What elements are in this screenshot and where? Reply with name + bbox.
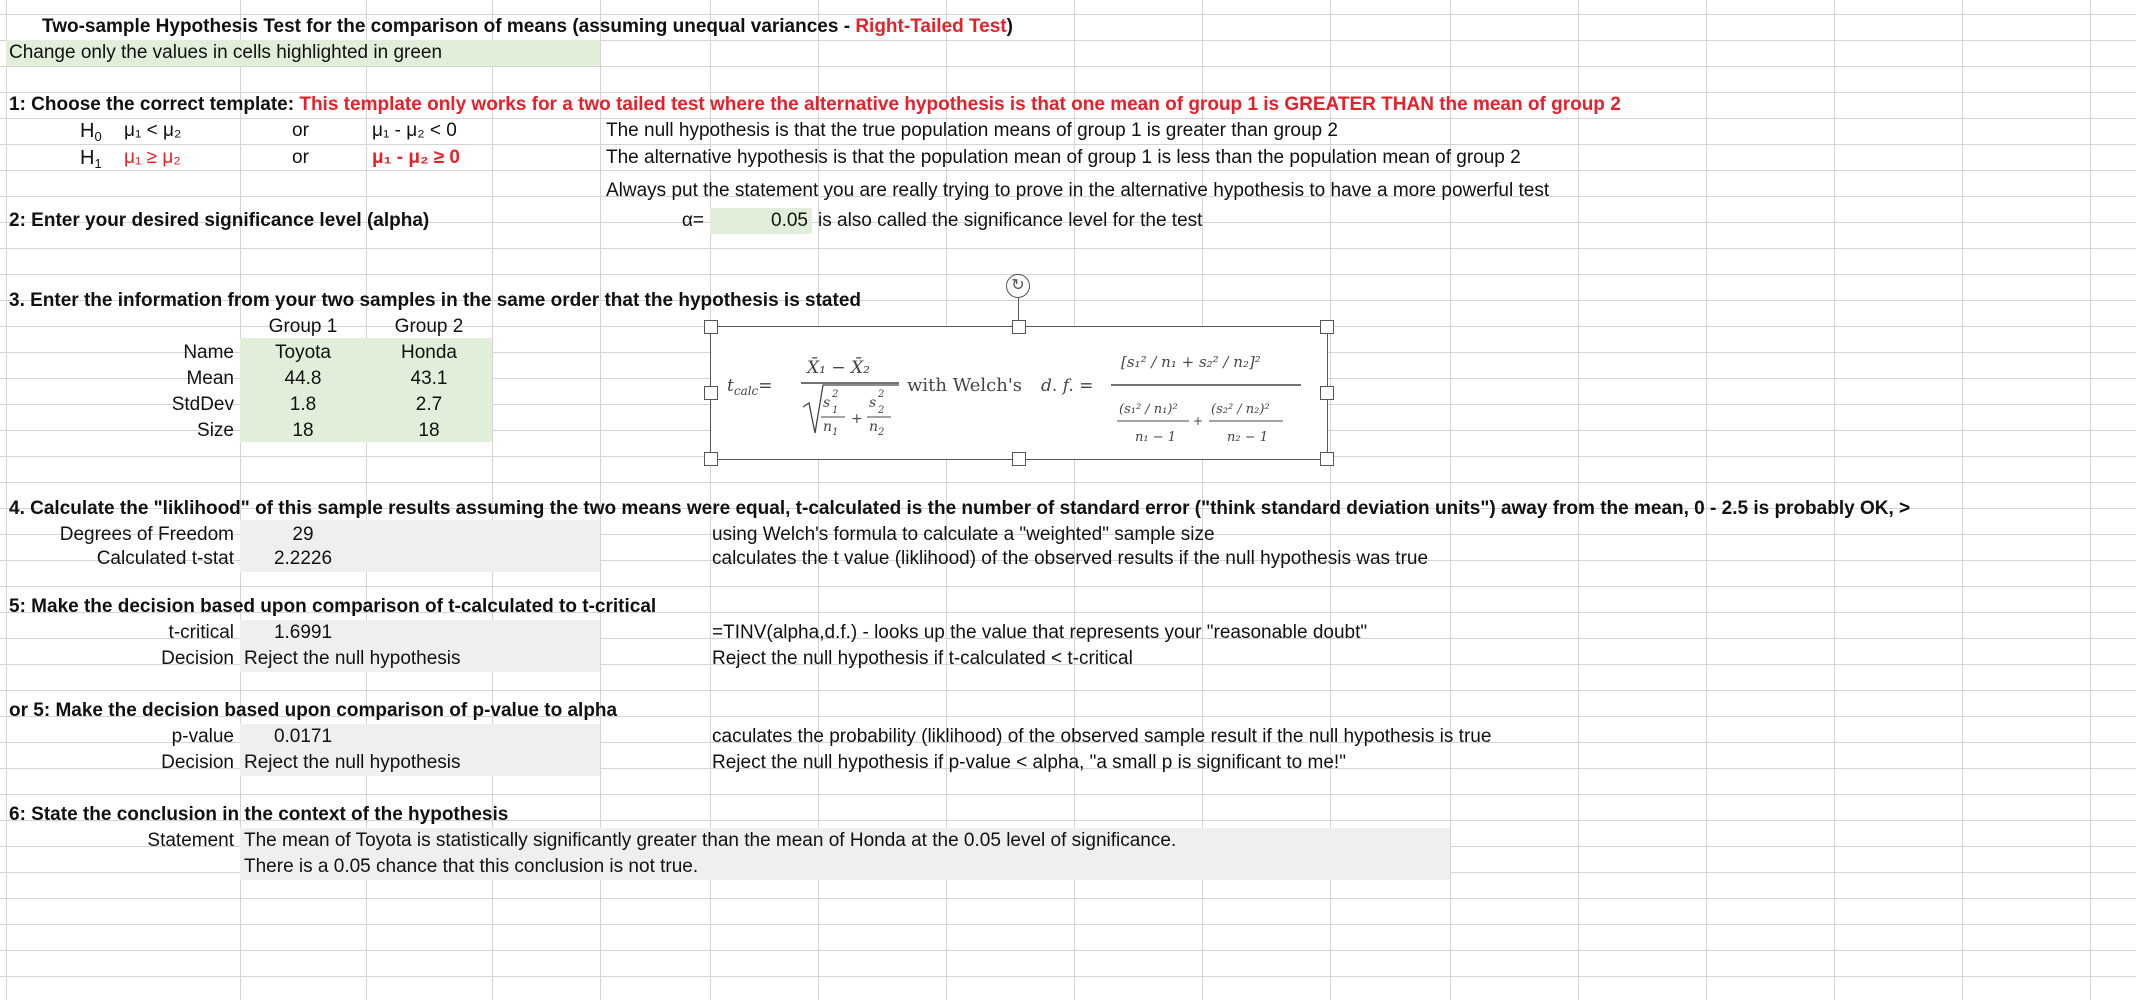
rotate-handle-icon[interactable]: ↻ (1006, 274, 1030, 298)
step4-heading: 4. Calculate the "liklihood" of this sample results assuming the two means were equal, t-calculated is the number of standard error ("think standard deviation units") away from the mean, 0 - 2.5 is probably OK, > (9, 498, 1911, 519)
df-label: Degrees of Freedom (59, 524, 234, 545)
resize-handle-se[interactable] (1320, 452, 1334, 466)
formula-welch-label: with Welch's (907, 375, 1023, 396)
h1-label (80, 145, 102, 171)
svg-text:n₁ − 1: n₁ − 1 (1135, 430, 1177, 445)
h0-sub: 0 (94, 129, 102, 144)
group1-name-input[interactable]: Toyota (275, 342, 331, 363)
group2-header: Group 2 (394, 316, 464, 337)
resize-handle-ne[interactable] (1320, 320, 1334, 334)
formula-numerator: X̄₁ − X̄₂ (807, 358, 870, 378)
h0-letter: H (80, 120, 95, 142)
h0-or: or (292, 120, 309, 141)
group1-stddev-input[interactable]: 1.8 (289, 394, 317, 415)
tstat-value: 2.2226 (273, 548, 333, 569)
decision-value: Reject the null hypothesis (244, 648, 461, 669)
df-value: 29 (292, 524, 314, 545)
statement-line1: The mean of Toyota is statistically significantly greater than the mean of Honda at the 0.05 level of significance. (244, 830, 1177, 851)
welch-formula-image[interactable] (710, 326, 1328, 460)
svg-text:n: n (869, 419, 879, 435)
h1-letter: H (80, 147, 95, 169)
svg-text:+: + (851, 411, 863, 427)
group1-size-input[interactable]: 18 (292, 420, 314, 441)
decision-p-label: Decision (161, 752, 234, 773)
svg-text:n₂ − 1: n₂ − 1 (1227, 430, 1269, 445)
step1-heading (9, 92, 1621, 118)
h1-or: or (292, 147, 309, 168)
tstat-label: Calculated t-stat (96, 548, 234, 569)
tstat-note: calculates the t value (liklihood) of the observed results if the null hypothesis was true (712, 548, 1429, 569)
resize-handle-w[interactable] (704, 386, 718, 400)
svg-text:+: + (1193, 414, 1204, 428)
alternative-tip: Always put the statement you are really trying to prove in the alternative hypothesis to have a more powerful test (606, 180, 1550, 201)
h0-description: The null hypothesis is that the true population means of group 1 is greater than group 2 (606, 120, 1338, 141)
svg-text:2: 2 (878, 405, 885, 416)
group1-mean-input[interactable]: 44.8 (284, 368, 322, 389)
statement-line2: There is a 0.05 chance that this conclusion is not true. (244, 856, 699, 877)
row-label-size: Size (197, 420, 234, 441)
step1-warning: This template only works for a two tailed test where the alternative hypothesis is that one mean of group 1 is GREATER THAN the mean of group 2 (299, 94, 1621, 115)
svg-text:s: s (823, 395, 831, 411)
statement-label: Statement (147, 830, 234, 851)
svg-text:1: 1 (832, 405, 839, 416)
row-label-mean: Mean (186, 368, 234, 389)
h1-description: The alternative hypothesis is that the population mean of group 1 is less than the population mean of group 2 (606, 147, 1521, 168)
decision-note: Reject the null hypothesis if t-calculated < t-critical (712, 648, 1133, 669)
step2-heading: 2: Enter your desired significance level (alpha) (9, 210, 430, 231)
svg-text:[s₁² / n₁ + s₂² / n₂]²: [s₁² / n₁ + s₂² / n₂]² (1121, 353, 1261, 371)
title-end: ) (1006, 16, 1013, 37)
group2-name-input[interactable]: Honda (401, 342, 457, 363)
h1-alt-expression: μ₁ - μ₂ ≥ 0 (372, 147, 460, 168)
group2-stddev-input[interactable]: 2.7 (415, 394, 443, 415)
resize-handle-e[interactable] (1320, 386, 1334, 400)
step5-heading: 5: Make the decision based upon comparison of t-calculated to t-critical (9, 596, 657, 617)
pvalue-label: p-value (171, 726, 234, 747)
welch-formula-drawing (711, 327, 1327, 459)
svg-text:2: 2 (878, 427, 885, 438)
step3-heading: 3. Enter the information from your two samples in the same order that the hypothesis is stated (9, 290, 861, 311)
page-title (42, 14, 1013, 40)
svg-text:s: s (869, 395, 877, 411)
pvalue-note: caculates the probability (liklihood) of the observed sample result if the null hypothesis is true (712, 726, 1492, 747)
svg-text:1: 1 (832, 427, 839, 438)
group2-size-input[interactable]: 18 (418, 420, 440, 441)
tcritical-label: t-critical (168, 622, 234, 643)
h0-expression: μ₁ < μ₂ (124, 120, 182, 141)
decision-p-value: Reject the null hypothesis (244, 752, 461, 773)
step6-heading: 6: State the conclusion in the context of the hypothesis (9, 804, 509, 825)
tcritical-note: =TINV(alpha,d.f.) - looks up the value that represents your "reasonable doubt" (712, 622, 1368, 643)
step1-heading-text: 1: Choose the correct template: (9, 94, 300, 115)
resize-handle-sw[interactable] (704, 452, 718, 466)
svg-text:(s₂² / n₂)²: (s₂² / n₂)² (1211, 402, 1270, 417)
tcritical-value: 1.6991 (273, 622, 333, 643)
h1-sub: 1 (94, 156, 102, 171)
step5b-heading: or 5: Make the decision based upon comparison of p-value to alpha (9, 700, 618, 721)
pvalue-value: 0.0171 (273, 726, 333, 747)
row-label-name: Name (183, 342, 234, 363)
svg-text:2: 2 (878, 389, 885, 400)
instruction-text: Change only the values in cells highlighted in green (9, 42, 443, 63)
df-note: using Welch's formula to calculate a "weighted" sample size (712, 524, 1215, 545)
formula-tcalc: $t_{calc}=$ (727, 376, 773, 398)
h0-alt-expression: μ₁ - μ₂ < 0 (372, 120, 457, 141)
group1-header: Group 1 (268, 316, 338, 337)
group2-mean-input[interactable]: 43.1 (410, 368, 448, 389)
title-highlight: Right-Tailed Test (855, 16, 1007, 37)
h0-label (80, 118, 102, 144)
decision-label: Decision (161, 648, 234, 669)
row-label-stddev: StdDev (171, 394, 234, 415)
svg-text:2: 2 (832, 389, 839, 400)
alpha-note: is also called the significance level for the test (818, 210, 1203, 231)
svg-text:n: n (823, 419, 833, 435)
title-main: Two-sample Hypothesis Test for the comparison of means (assuming unequal variances - (42, 16, 856, 37)
formula-df-label: d. f. = (1041, 376, 1094, 396)
decision-p-note: Reject the null hypothesis if p-value < alpha, "a small p is significant to me!" (712, 752, 1346, 773)
alpha-input[interactable]: 0.05 (771, 210, 808, 231)
alpha-label: α= (681, 210, 704, 231)
resize-handle-s[interactable] (1012, 452, 1026, 466)
resize-handle-n[interactable] (1012, 320, 1026, 334)
svg-text:(s₁² / n₁)²: (s₁² / n₁)² (1119, 402, 1178, 417)
h1-expression: μ₁ ≥ μ₂ (124, 147, 181, 168)
resize-handle-nw[interactable] (704, 320, 718, 334)
